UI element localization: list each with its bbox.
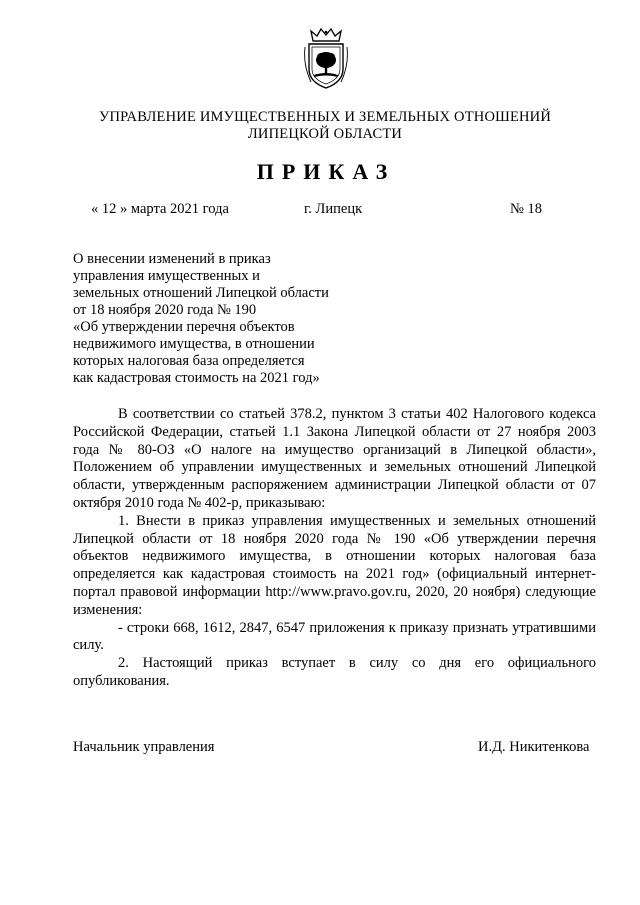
- signatory-position: Начальник управления: [73, 739, 215, 755]
- document-body: [73, 406, 596, 691]
- subject-line: от 18 ноября 2020 года № 190: [73, 302, 257, 318]
- document-city: г. Липецк: [304, 201, 363, 217]
- subject-line: О внесении изменений в приказ: [73, 251, 271, 267]
- body-paragraph: В соответствии со статьей 378.2, пунктом 3 статьи 402 Налогового кодекса Российской Федерации, статьей 1.1 Закона Липецкой области от 27 ноября 2003 года № 80-ОЗ «О налоге на имущество организаций в Липецкой области», Положением об управлении имущественных и земельных отношений Липецкой области, утвержденным распоряжением администрации Липецкой области от 07 октября 2010 года № 402-р, приказываю:: [73, 406, 596, 511]
- coat-of-arms-icon: [301, 27, 351, 91]
- subject-line: недвижимого имущества, в отношении: [73, 336, 315, 352]
- signatory-name: И.Д. Никитенкова: [478, 739, 590, 755]
- subject-line: «Об утверждении перечня объектов: [73, 319, 295, 335]
- document-subject: [73, 251, 373, 387]
- document-date: « 12 » марта 2021 года: [91, 201, 229, 217]
- subject-line: которых налоговая база определяется: [73, 353, 305, 369]
- organization-name-line2: ЛИПЕЦКОЙ ОБЛАСТИ: [247, 126, 403, 142]
- subject-line: управления имущественных и: [73, 268, 260, 284]
- body-paragraph: 1. Внести в приказ управления имущественных и земельных отношений Липецкой области от 18 ноября 2020 года № 190 «Об утверждении перечня объектов недвижимого имущества, в отношении которых налоговая база определяется как кадастровая стоимость на 2021 год» (официальный интернет-портал правовой информации http://www.pravo.gov.ru, 2020, 20 ноября) следующие изменения:: [73, 512, 596, 618]
- document-number: № 18: [510, 201, 542, 217]
- organization-name-line1: УПРАВЛЕНИЕ ИМУЩЕСТВЕННЫХ И ЗЕМЕЛЬНЫХ ОТНОШЕНИЙ: [98, 109, 552, 125]
- body-paragraph: 2. Настоящий приказ вступает в силу со дня его официального опубликования.: [73, 655, 596, 689]
- subject-line: как кадастровая стоимость на 2021 год»: [73, 370, 320, 386]
- body-paragraph: - строки 668, 1612, 2847, 6547 приложения к приказу признать утратившими силу.: [73, 619, 596, 654]
- document-title: ПРИКАЗ: [256, 159, 396, 184]
- subject-line: земельных отношений Липецкой области: [73, 285, 329, 301]
